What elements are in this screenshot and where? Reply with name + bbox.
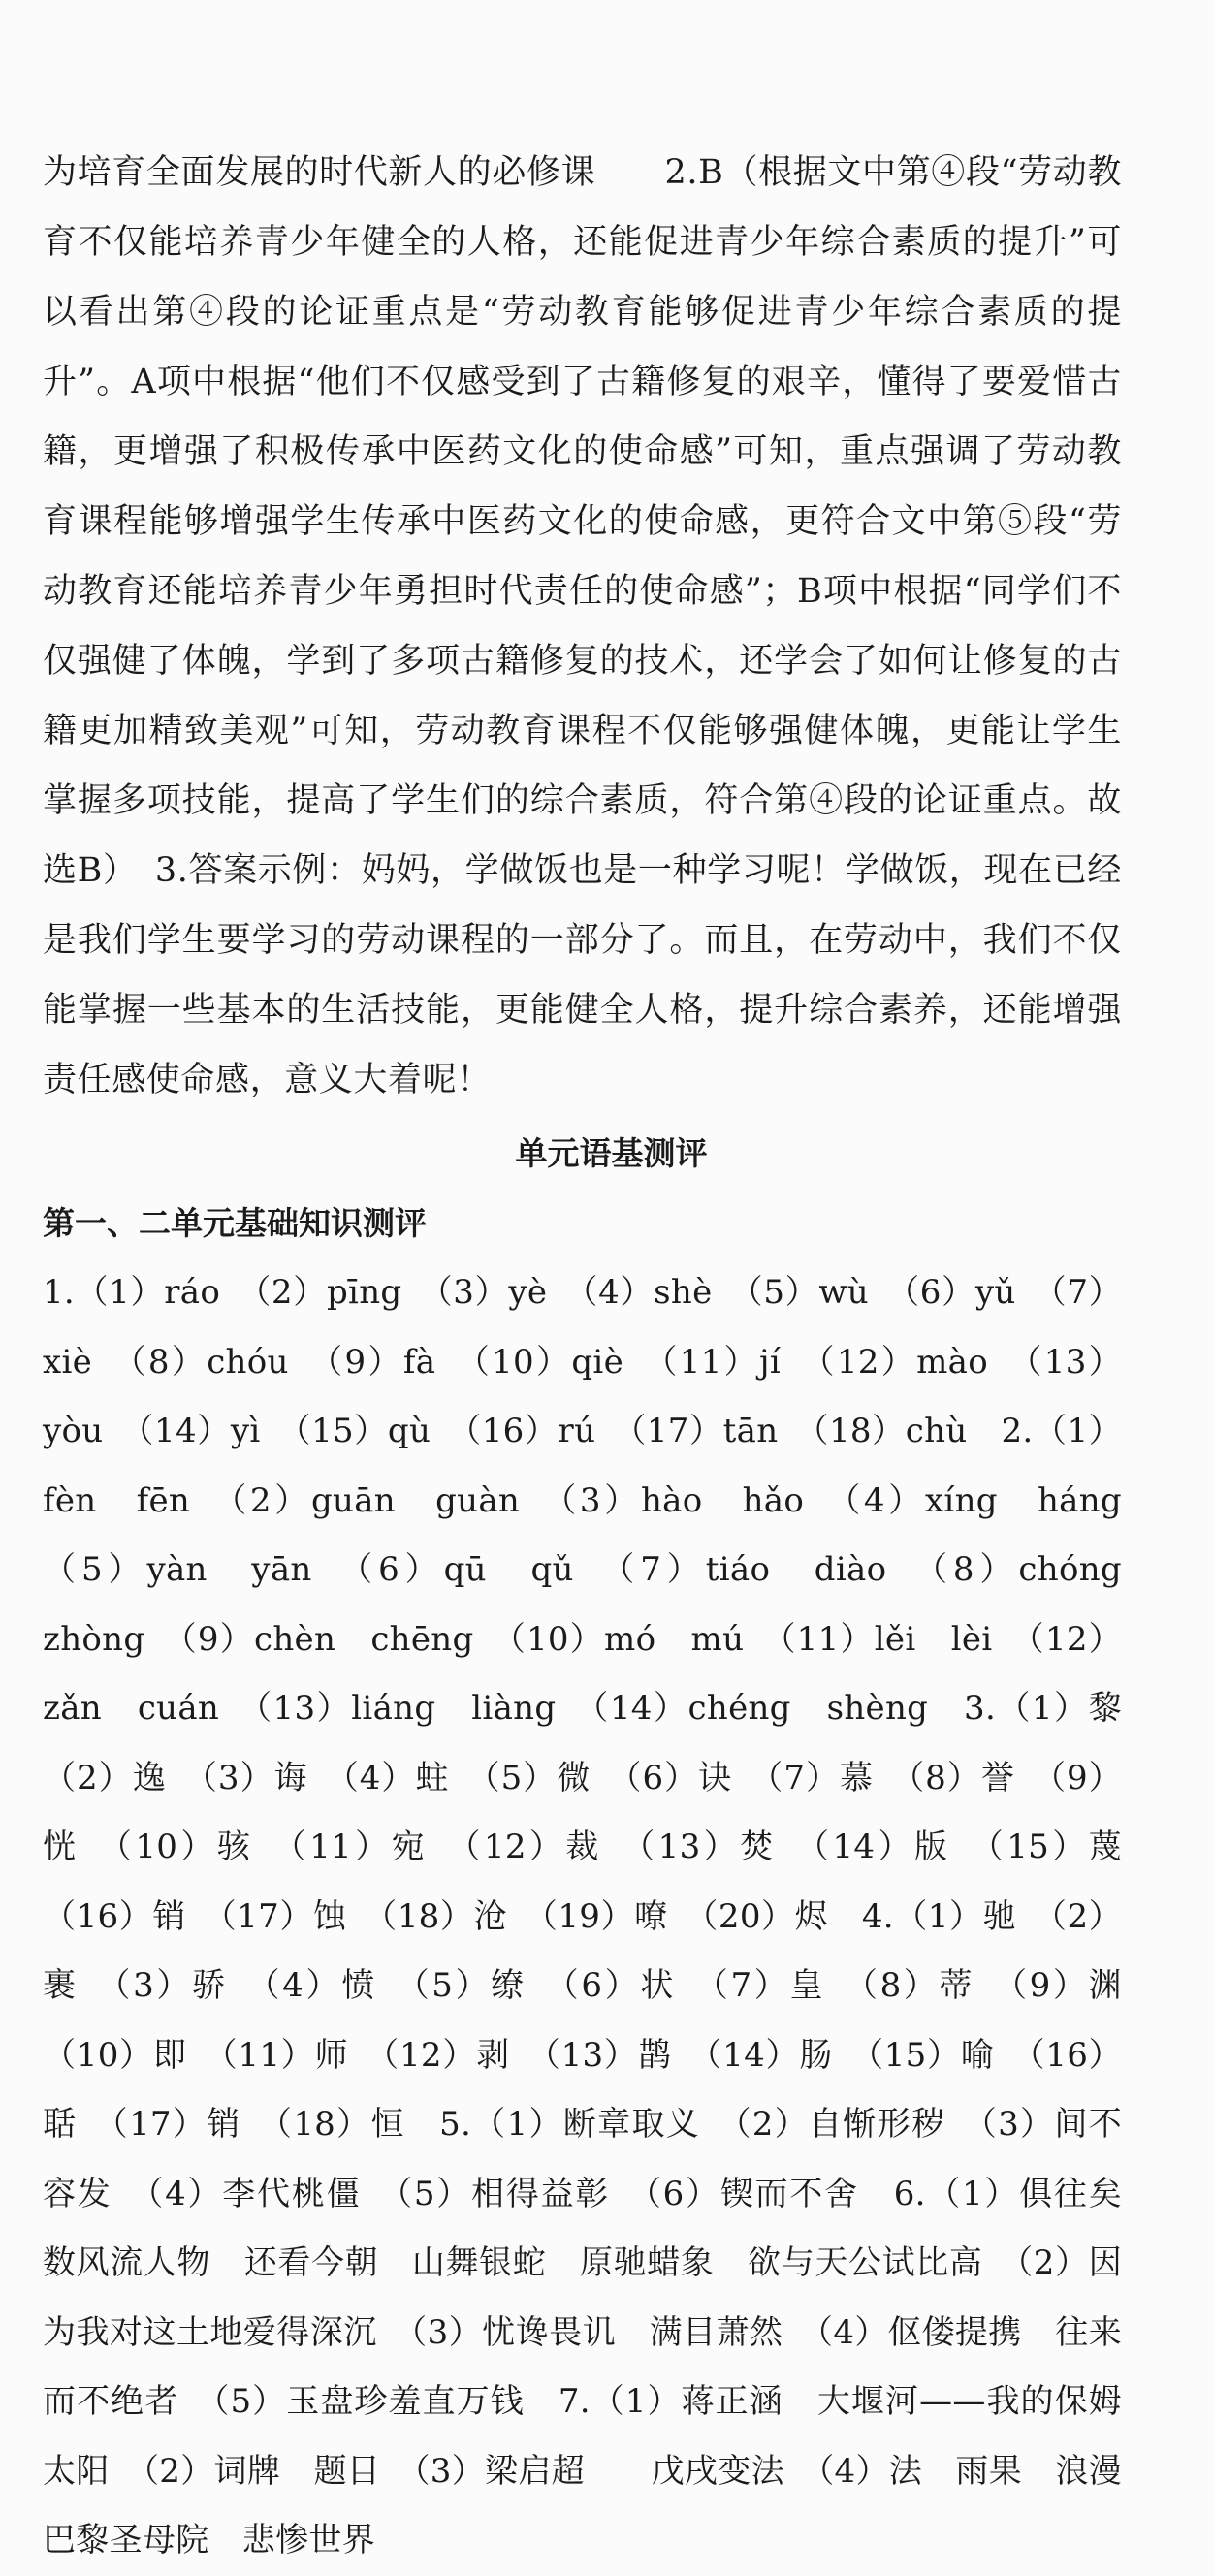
answer-list: 1.（1）ráo （2）pīng （3）yè （4）shè （5）wù （6）yǔ （7）xiè （8）chóu （9）fà （10）qiè （11）jí （12）mào （13）yòu （14）yì （15）qù （16）rú （17）tān （18）chù 2.（1）fèn fēn （2）guān guàn （3）hào hǎo （4）xíng háng （5）yàn yān （6）qū qǔ （7）tiáo diào （8）chóng zhòng （9）chèn chēng （10）mó mú （11）lěi lèi （12）zǎn cuán （13）liáng liàng （14）chéng shèng 3.（1）黎 （2）逸 （3）诲 （4）蛀 （5）微 （6）诀 （7）慕 （8）誉 （9）恍 （10）骇 （11）宛 （12）裁 （13）焚 （14）版 （15）蔑 （16）销 （17）蚀 （18）沧 （19）嘹 （20）烬 4.（1）驰 （2）裹 （3）骄 （4）愤 （5）缭 （6）状 （7）皇 （8）蒂 （9）渊 （10）即 （11）师 （12）剥 （13）鹊 （14）肠 （15）喻 （16）聒 （17）销 （18）恒 5.（1）断章取义 （2）自惭形秽 （3）间不容发 （4）李代桃僵 （5）相得益彰 （6）锲而不舍 6.（1）俱往矣 数风流人物 还看今朝 山舞银蛇 原驰蜡象 欲与天公试比高 （2）因为我对这土地爱得深沉 （3）忧谗畏讥 满目萧然 （4）伛偻提携 往来而不绝者 （5）玉盘珍羞直万钱 7.（1）蒋正涵 大堰河——我的保姆 太阳 （2）词牌 题目 （3）梁启超 戊戌变法 （4）法 雨果 浪漫 巴黎圣母院 悲惨世界 — [43, 1273, 1156, 2560]
answer-passage: 为培育全面发展的时代新人的必修课 2.B（根据文中第④段“劳动教育不仅能培养青少年健全的人格，还能促进青少年综合素质的提升”可以看出第④段的论证重点是“劳动教育能够促进青少年综合素质的提升”。A项中根据“他们不仅感受到了古籍修复的艰辛，懂得了要爱惜古籍，更增强了积极传承中医药文化的使命感”可知，重点强调了劳动教育课程能够增强学生传承中医药文化的使命感，更符合文中第⑤段“劳动教育还能培养青少年勇担时代责任的使命感”；B项中根据“同学们不仅强健了体魄，学到了多项古籍修复的技术，还学会了如何让修复的古籍更加精致美观”可知，劳动教育课程不仅能够强健体魄，更能让学生掌握多项技能，提高了学生们的综合素质，符合第④段的论证重点。故选B） 3.答案示例：妈妈，学做饭也是一种学习呢！学做饭，现在已经是我们学生要学习的劳动课程的一部分了。而且，在劳动中，我们不仅能掌握一些基本的生活技能，更能健全人格，提升综合素养，还能增强责任感使命感，意义大着呢！ — [43, 153, 1122, 1099]
section-title: 单元语基测评 — [515, 1134, 708, 1172]
sub-title: 第一、二单元基础知识测评 — [43, 1204, 427, 1242]
